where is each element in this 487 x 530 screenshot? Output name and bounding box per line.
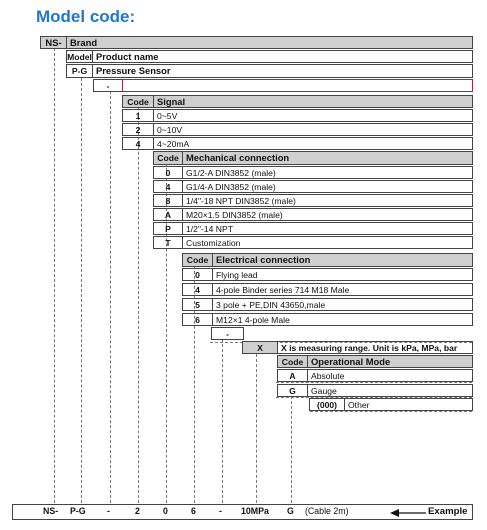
mechanical-code: 4	[153, 180, 183, 193]
operational-header-code: Code	[277, 355, 308, 368]
electrical-header-label: Electrical connection	[212, 253, 473, 267]
electrical-code: 5	[182, 298, 213, 311]
model-code: Model	[67, 52, 92, 62]
example-part-range: 10MPa	[241, 506, 269, 516]
electrical-code: 0	[182, 268, 213, 281]
mechanical-code: 8	[153, 194, 183, 207]
example-part-mechanical: 0	[163, 506, 168, 516]
guide-line	[276, 382, 472, 383]
signal-code: 1	[122, 109, 154, 122]
guide-line	[81, 78, 82, 503]
operational-label: Gauge	[307, 384, 473, 397]
guide-line	[110, 91, 111, 503]
electrical-code: 4	[182, 283, 213, 296]
guide-line	[222, 339, 223, 503]
operational-code: A	[277, 369, 308, 382]
guide-line	[138, 107, 139, 503]
example-part-dash: -	[107, 506, 110, 516]
arrow-left-icon	[390, 508, 426, 518]
example-part-brand: NS-	[43, 506, 59, 516]
operational-code: G	[277, 384, 308, 397]
mechanical-label: Customization	[182, 236, 473, 249]
electrical-label: 4-pole Binder series 714 M18 Male	[212, 283, 473, 296]
example-part-signal: 2	[135, 506, 140, 516]
guide-line	[54, 48, 55, 503]
guide-line	[291, 396, 292, 503]
guide-line	[310, 411, 472, 412]
range-label: X is measuring range. Unit is kPa, MPa, bar	[277, 341, 473, 354]
model-label: Product name	[92, 50, 473, 63]
signal-header-label: Signal	[153, 95, 473, 108]
brand-label: Brand	[66, 36, 473, 49]
signal-code: 4	[122, 137, 154, 150]
mechanical-label: 1/4"-18 NPT DIN3852 (male)	[182, 194, 473, 207]
pg-label: Pressure Sensor	[92, 64, 473, 78]
mechanical-code: A	[153, 208, 183, 221]
brand-code: NS-	[40, 36, 67, 49]
electrical-label: Flying lead	[212, 268, 473, 281]
example-part-other: (Cable 2m)	[305, 506, 349, 516]
example-part-electrical: 6	[191, 506, 196, 516]
mechanical-header-label: Mechanical connection	[182, 151, 473, 165]
electrical-label: 3 pole + PE,DIN 43650,male	[212, 298, 473, 311]
electrical-header-code: Code	[182, 253, 213, 267]
electrical-label: M12×1 4-pole Male	[212, 313, 473, 326]
mechanical-code: 0	[153, 166, 183, 179]
mechanical-label: M20×1.5 DIN3852 (male)	[182, 208, 473, 221]
separator-dash: -	[211, 327, 244, 340]
signal-code: 2	[122, 123, 154, 136]
operational-code: (000)	[309, 398, 345, 411]
example-part-model: P-G	[70, 506, 86, 516]
electrical-code: 6	[182, 313, 213, 326]
example-part-dash: -	[219, 506, 222, 516]
operational-label: Other	[344, 398, 473, 411]
dash-highlight	[122, 79, 473, 92]
mechanical-code: T	[153, 236, 183, 249]
guide-line	[256, 354, 257, 503]
mechanical-label: 1/2"-14 NPT	[182, 222, 473, 235]
pg-code: P-G	[66, 64, 93, 78]
mechanical-label: G1/4-A DIN3852 (male)	[182, 180, 473, 193]
example-label: Example	[428, 506, 468, 517]
mechanical-label: G1/2-A DIN3852 (male)	[182, 166, 473, 179]
signal-label: 0~5V	[153, 109, 473, 122]
operational-header-label: Operational Mode	[307, 355, 473, 368]
signal-label: 0~10V	[153, 123, 473, 136]
example-part-operational: G	[287, 506, 294, 516]
page-title: Model code:	[36, 7, 136, 26]
signal-label: 4~20mA	[153, 137, 473, 150]
separator-dash: -	[93, 79, 123, 92]
mechanical-code: P	[153, 222, 183, 235]
range-code: X	[242, 341, 278, 354]
mechanical-header-code: Code	[153, 151, 183, 165]
signal-header-code: Code	[122, 95, 154, 108]
operational-label: Absolute	[307, 369, 473, 382]
